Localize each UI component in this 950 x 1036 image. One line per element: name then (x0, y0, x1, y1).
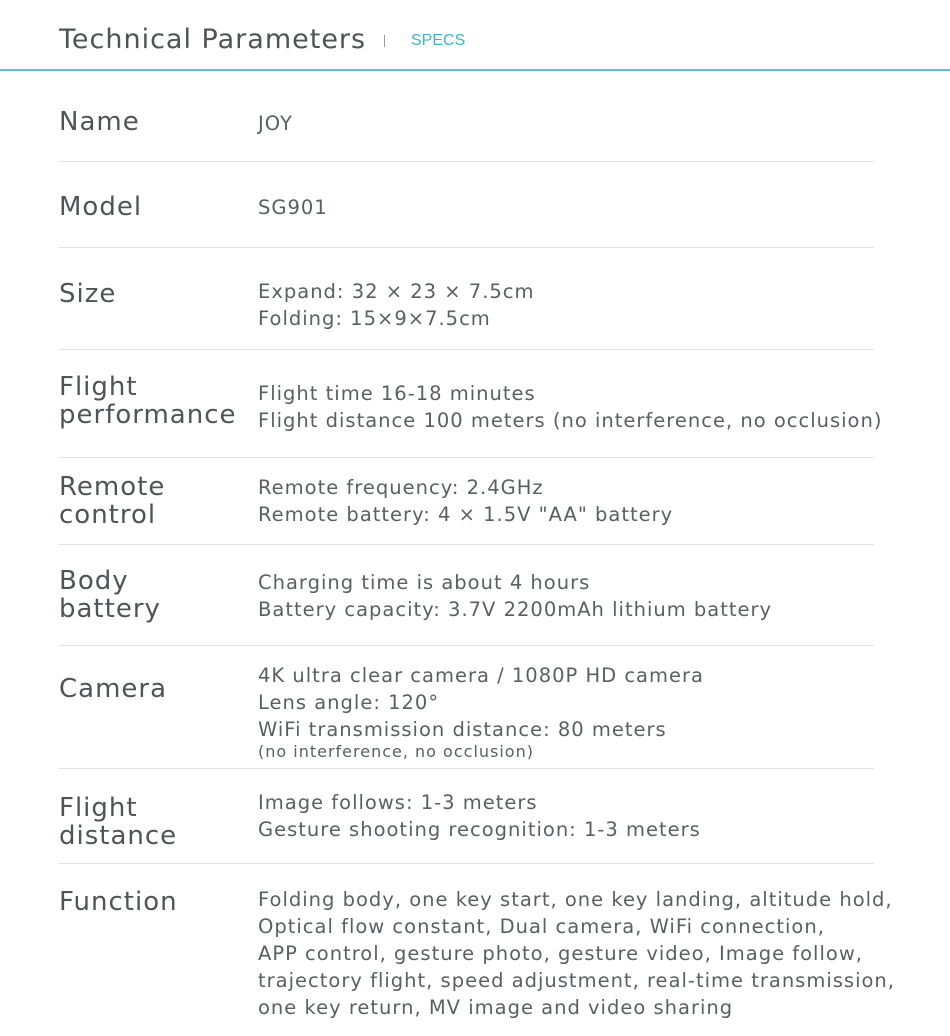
spec-label-line: control (59, 500, 157, 530)
spec-value (258, 886, 895, 1021)
row-divider (59, 247, 874, 248)
spec-label: Name (59, 107, 140, 137)
spec-value-line: Flight distance 100 meters (no interference, no occlusion) (258, 409, 883, 432)
row-divider (59, 863, 874, 864)
spec-value-line: SG901 (258, 196, 328, 219)
spec-value (258, 789, 701, 843)
row-divider (59, 544, 874, 545)
spec-value (258, 474, 673, 528)
spec-label: Camera (59, 674, 168, 704)
spec-value-line: APP control, gesture photo, gesture video, Image follow, (258, 942, 863, 965)
spec-label: Function (59, 887, 178, 917)
spec-value-note: (no interference, no occlusion) (258, 742, 534, 761)
spec-label-line: Flight (59, 372, 138, 402)
spec-value (258, 662, 704, 761)
spec-value-line: Expand: 32 × 23 × 7.5cm (258, 280, 535, 303)
header (0, 0, 950, 71)
page-subtitle: SPECS (411, 32, 466, 49)
spec-value-line: 4K ultra clear camera / 1080P HD camera (258, 664, 704, 687)
spec-label (59, 473, 165, 529)
spec-value-line: Folding body, one key start, one key landing, altitude hold, (258, 888, 893, 911)
spec-value-line: Charging time is about 4 hours (258, 571, 591, 594)
spec-value-line: Battery capacity: 3.7V 2200mAh lithium battery (258, 598, 773, 621)
row-divider (59, 349, 874, 350)
spec-value-line: Remote frequency: 2.4GHz (258, 476, 544, 499)
spec-label (59, 794, 177, 850)
spec-value-line: one key return, MV image and video sharing (258, 996, 734, 1019)
header-rule (0, 69, 950, 71)
row-divider (59, 768, 874, 769)
title-separator (384, 35, 385, 47)
row-divider (59, 161, 874, 162)
row-divider (59, 457, 874, 458)
spec-value-line: Gesture shooting recognition: 1-3 meters (258, 818, 701, 841)
spec-label (59, 567, 161, 623)
spec-value-line: Optical flow constant, Dual camera, WiFi connection, (258, 915, 825, 938)
spec-value (258, 194, 328, 221)
spec-label-line: distance (59, 821, 178, 851)
spec-value-line: Image follows: 1-3 meters (258, 791, 538, 814)
spec-value-line: WiFi transmission distance: 80 meters (258, 718, 667, 741)
spec-value-line: JOY (258, 112, 293, 135)
page-title: Technical Parameters (59, 24, 367, 55)
spec-value-line: trajectory flight, speed adjustment, real-time transmission, (258, 969, 895, 992)
row-divider (59, 645, 874, 646)
spec-label-line: performance (59, 400, 237, 430)
spec-label-line: Flight (59, 793, 138, 823)
spec-value (258, 380, 882, 434)
spec-label-line: battery (59, 594, 161, 624)
spec-label-line: Remote (59, 472, 166, 502)
spec-label-line: Body (59, 566, 129, 596)
spec-label: Size (59, 279, 117, 309)
spec-value (258, 110, 293, 137)
spec-label (59, 373, 237, 429)
spec-value-line: Remote battery: 4 × 1.5V "AA" battery (258, 503, 674, 526)
spec-value (258, 569, 772, 623)
spec-value (258, 278, 535, 332)
spec-value-line: Flight time 16-18 minutes (258, 382, 536, 405)
spec-value-line: Folding: 15×9×7.5cm (258, 307, 491, 330)
spec-value-line: Lens angle: 120° (258, 691, 440, 714)
spec-label: Model (59, 192, 143, 222)
